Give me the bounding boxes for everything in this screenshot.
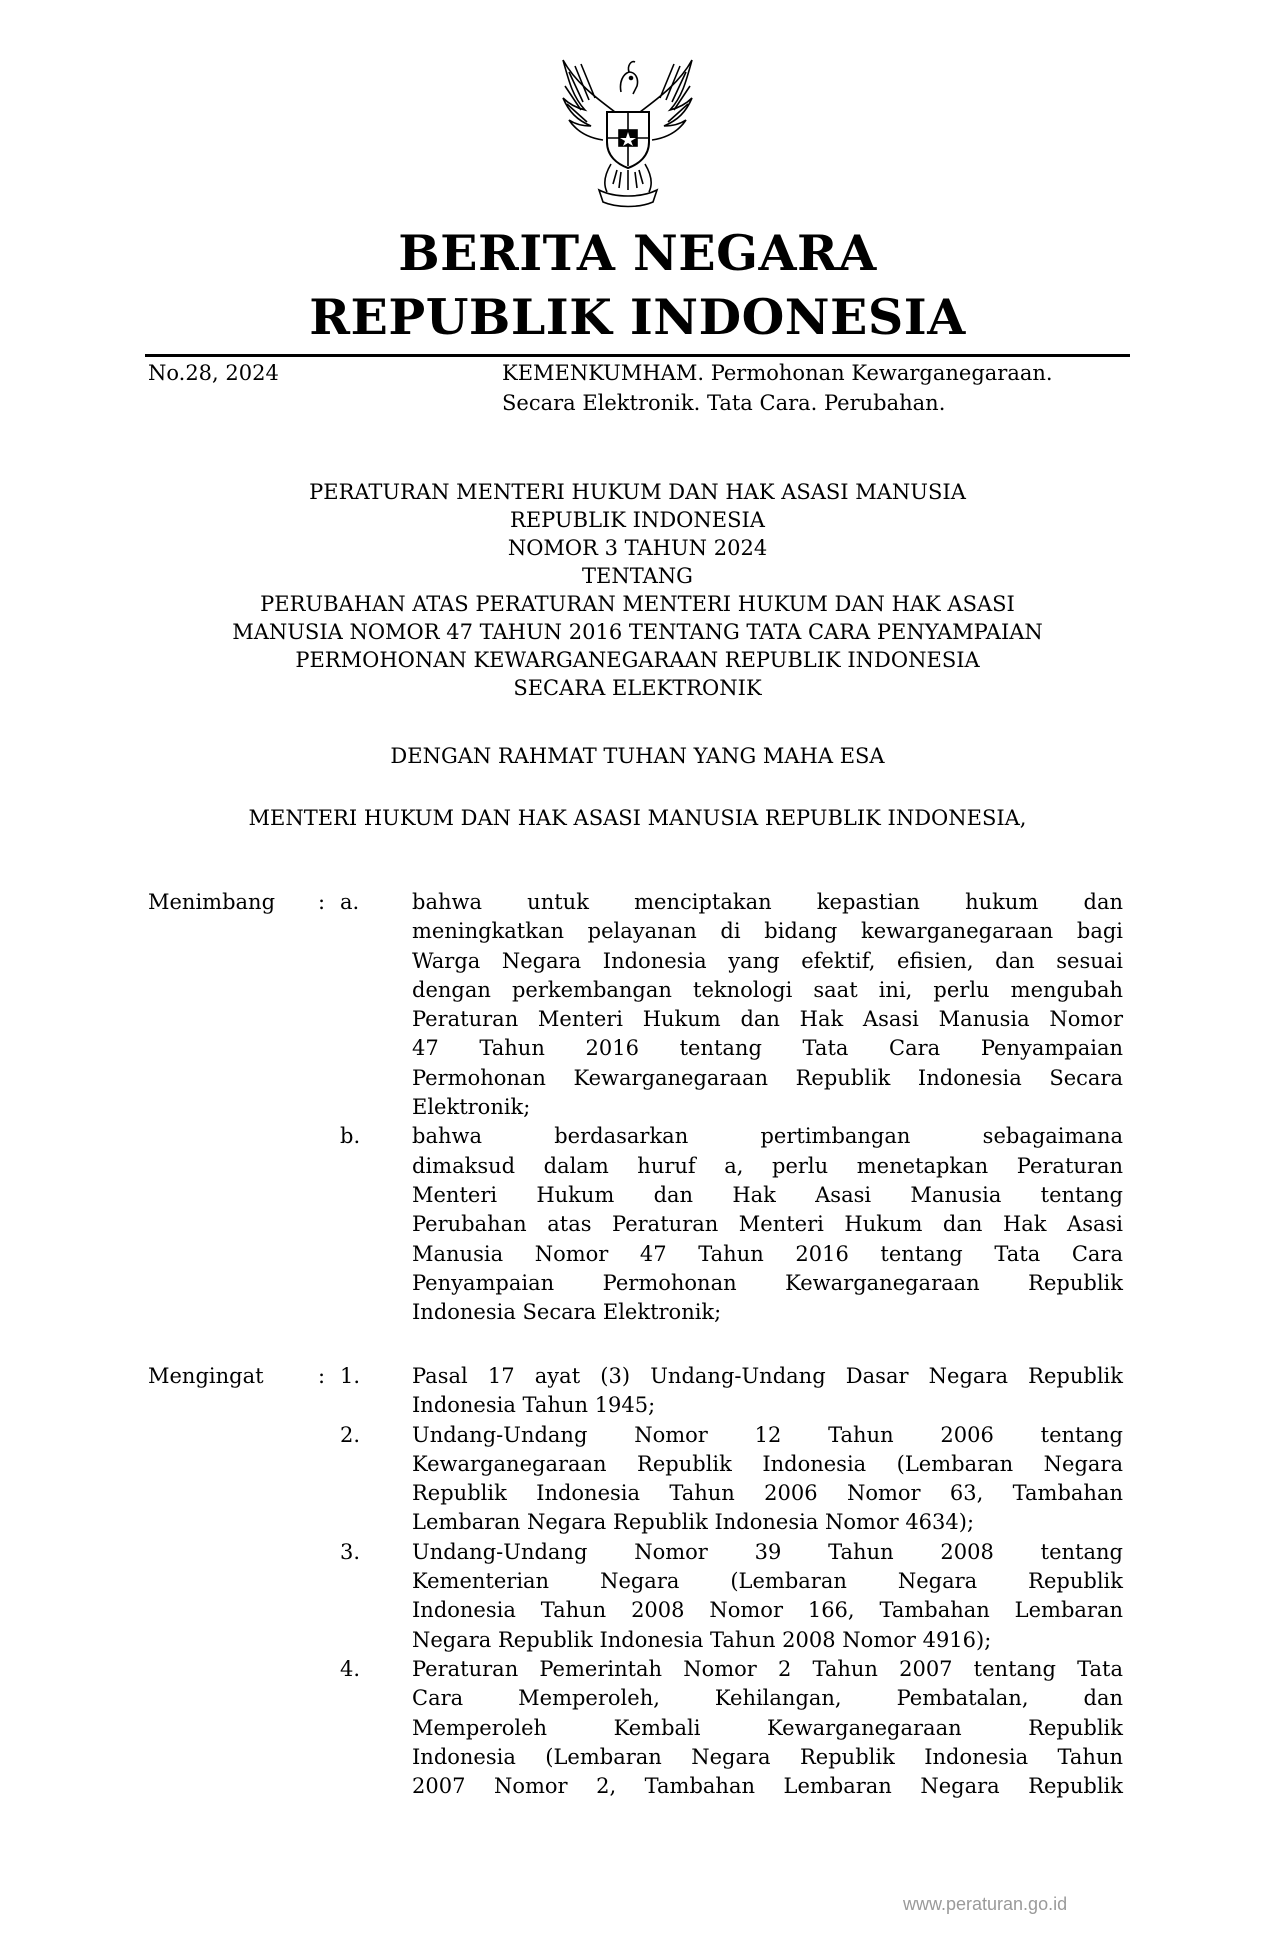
section-label: Menimbang [148,890,276,914]
item-text: Undang-Undang Nomor 12 Tahun 2006 tentang Kewarganegaraan Republik Indonesia (Lembaran Negara Republik Indonesia Tahun 2006 Nomor 63, Tambahan Lembaran Negara Republik Indonesia Nomor 4634); [412,1422,1123,1535]
item-text: Undang-Undang Nomor 39 Tahun 2008 tentang Kementerian Negara (Lembaran Negara Republik Indonesia Tahun 2008 Nomor 166, Tambahan Lembaran Negara Republik Indonesia Tahun 2008 Nomor 4916); [412,1539,1123,1652]
section-label: Mengingat [148,1364,264,1388]
item-text: bahwa untuk menciptakan kepastian hukum dan meningkatkan pelayanan di bidang kewarganegaraan bagi Warga Negara Indonesia yang efektif, efisien, dan sesuai dengan perkembangan teknologi saat ini, perlu mengubah Peraturan Menteri Hukum dan Hak Asasi Manusia Nomor 47 Tahun 2016 tentang Tata Cara Penyampaian Permohonan Kewarganegaraan Republik Indonesia Secara Elektronik; [412,890,1123,1120]
regulation-title [0,478,1275,702]
subject-line: KEMENKUMHAM. Permohonan Kewarganegaraan. [502,361,1053,385]
header-divider [145,354,1130,357]
list-item [148,1122,1123,1327]
item-text: Pasal 17 ayat (3) Undang-Undang Dasar Negara Republik Indonesia Tahun 1945; [412,1364,1123,1418]
document-number: No.28, 2024 [148,361,279,385]
item-marker: 3. [340,1539,361,1564]
rahmat-heading: DENGAN RAHMAT TUHAN YANG MAHA ESA [390,744,885,768]
title-line: PERMOHONAN KEWARGANEGARAAN REPUBLIK INDONESIA [295,648,980,672]
list-item [148,1655,1123,1801]
title-line: PERUBAHAN ATAS PERATURAN MENTERI HUKUM DAN HAK ASASI [260,592,1015,616]
garuda-emblem-icon [555,52,700,210]
item-marker: 2. [340,1422,361,1447]
list-item [148,1421,1123,1538]
list-item [148,1362,1123,1421]
item-marker: a. [340,890,360,914]
title-line: MANUSIA NOMOR 47 TAHUN 2016 TENTANG TATA CARA PENYAMPAIAN [232,620,1043,644]
masthead-title: BERITA NEGARA [398,224,877,282]
item-marker: 1. [340,1364,361,1388]
item-text: bahwa berdasarkan pertimbangan sebagaimana dimaksud dalam huruf a, perlu menetapkan Peraturan Menteri Hukum dan Hak Asasi Manusia tentang Perubahan atas Peraturan Menteri Hukum dan Hak Asasi Manusia Nomor 47 Tahun 2016 tentang Tata Cara Penyampaian Permohonan Kewarganegaraan Republik Indonesia Secara Elektronik; [412,1124,1123,1325]
item-text: Peraturan Pemerintah Nomor 2 Tahun 2007 tentang Tata Cara Memperoleh, Kehilangan, Pembatalan, dan Memperoleh Kembali Kewarganegaraan Republik Indonesia (Lembaran Negara Republik Indonesia Tahun 2007 Nomor 2, Tambahan Lembaran Negara Republik [412,1656,1123,1799]
item-marker: 4. [340,1656,361,1681]
menteri-heading: MENTERI HUKUM DAN HAK ASASI MANUSIA REPUBLIK INDONESIA, [248,806,1027,830]
list-item [148,1538,1123,1655]
subject-line: Secara Elektronik. Tata Cara. Perubahan. [502,391,946,415]
title-line: NOMOR 3 TAHUN 2024 [507,536,768,560]
section-colon: : [318,1364,326,1388]
title-line: PERATURAN MENTERI HUKUM DAN HAK ASASI MANUSIA [309,480,966,504]
menimbang-section [148,888,1123,1327]
item-marker: b. [340,1124,361,1149]
document-subject [502,358,1142,418]
list-item [148,888,1123,1122]
masthead-subtitle: REPUBLIK INDONESIA [309,288,966,346]
title-line: TENTANG [582,564,693,588]
title-line: REPUBLIK INDONESIA [510,508,765,532]
footer-url[interactable]: www.peraturan.go.id [903,1894,1068,1914]
section-colon: : [318,890,326,914]
mengingat-section [148,1362,1123,1801]
title-line: SECARA ELEKTRONIK [513,676,762,700]
